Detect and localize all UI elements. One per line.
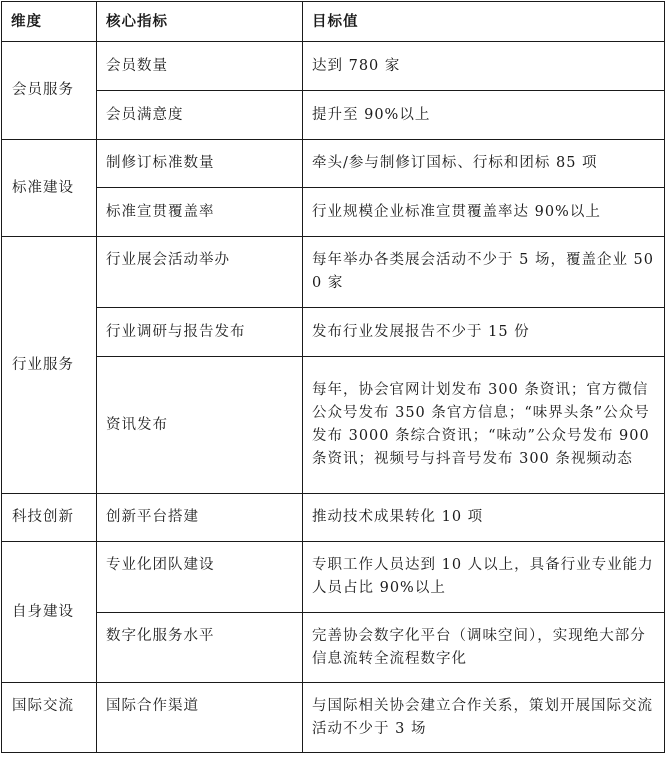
table-row (2, 542, 665, 613)
target-cell: 推动技术成果转化 10 项 (303, 494, 665, 542)
indicator-cell: 数字化服务水平 (97, 613, 303, 683)
header-indicator: 核心指标 (97, 2, 303, 42)
dimension-cell: 会员服务 (2, 42, 97, 140)
kpi-table (1, 1, 665, 753)
target-cell: 与国际相关协会建立合作关系，策划开展国际交流活动不少于 3 场 (303, 683, 665, 753)
table-row (2, 42, 665, 91)
dimension-cell: 自身建设 (2, 542, 97, 683)
table-row (2, 188, 665, 237)
indicator-cell: 行业调研与报告发布 (97, 308, 303, 357)
target-cell: 完善协会数字化平台（调味空间），实现绝大部分信息流转全流程数字化 (303, 613, 665, 683)
target-cell: 达到 780 家 (303, 42, 665, 91)
indicator-cell: 创新平台搭建 (97, 494, 303, 542)
table-row (2, 91, 665, 140)
table-row (2, 308, 665, 357)
indicator-cell: 制修订标准数量 (97, 140, 303, 188)
header-dimension: 维度 (2, 2, 97, 42)
table-row (2, 494, 665, 542)
target-cell: 每年举办各类展会活动不少于 5 场，覆盖企业 500 家 (303, 237, 665, 308)
indicator-cell: 行业展会活动举办 (97, 237, 303, 308)
table-header-row (2, 2, 665, 42)
target-cell: 提升至 90%以上 (303, 91, 665, 140)
table-row (2, 237, 665, 308)
indicator-cell: 标准宣贯覆盖率 (97, 188, 303, 237)
dimension-cell: 标准建设 (2, 140, 97, 237)
indicator-cell: 国际合作渠道 (97, 683, 303, 753)
dimension-cell: 行业服务 (2, 237, 97, 494)
table-row (2, 140, 665, 188)
target-cell: 牵头/参与制修订国标、行标和团标 85 项 (303, 140, 665, 188)
indicator-cell: 会员数量 (97, 42, 303, 91)
indicator-cell: 资讯发布 (97, 357, 303, 494)
header-target: 目标值 (303, 2, 665, 42)
target-cell: 每年，协会官网计划发布 300 条资讯；官方微信公众号发布 350 条官方信息；“味界头条”公众号发布 3000 条综合资讯；“味动”公众号发布 900 条资讯；视频号与抖音号发布 300 条视频动态 (303, 357, 665, 494)
table-row (2, 613, 665, 683)
indicator-cell: 会员满意度 (97, 91, 303, 140)
dimension-cell: 科技创新 (2, 494, 97, 542)
indicator-cell: 专业化团队建设 (97, 542, 303, 613)
table-row (2, 683, 665, 753)
target-cell: 专职工作人员达到 10 人以上，具备行业专业能力人员占比 90%以上 (303, 542, 665, 613)
dimension-cell: 国际交流 (2, 683, 97, 753)
table-row (2, 357, 665, 494)
target-cell: 发布行业发展报告不少于 15 份 (303, 308, 665, 357)
target-cell: 行业规模企业标准宣贯覆盖率达 90%以上 (303, 188, 665, 237)
